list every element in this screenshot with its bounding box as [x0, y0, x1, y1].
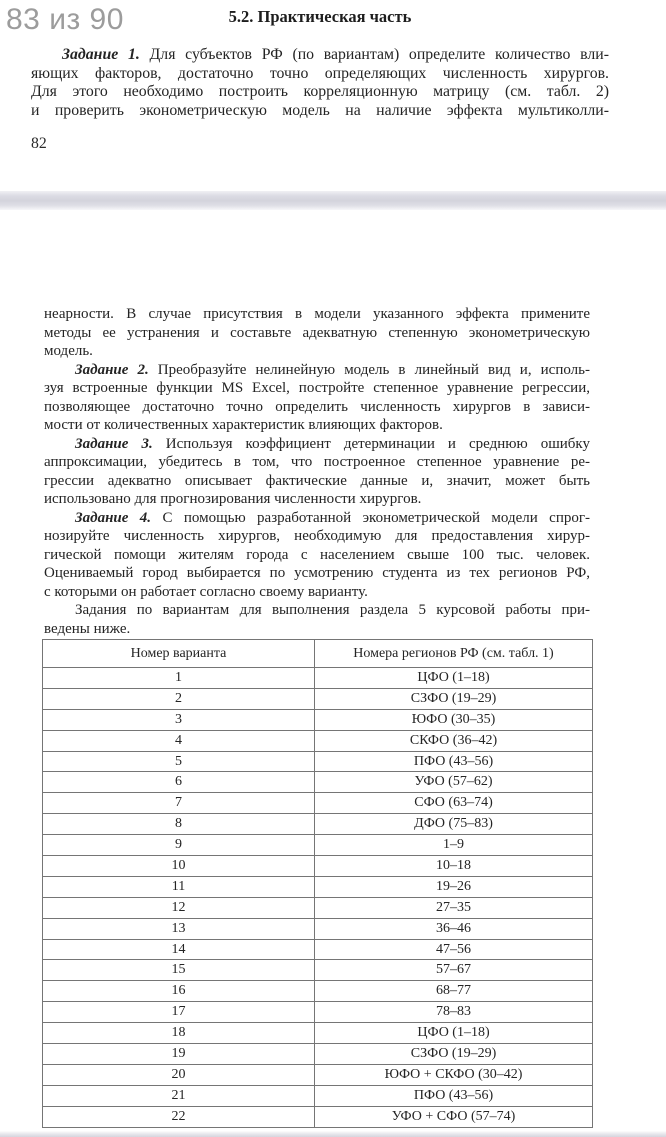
- paragraph: [44, 361, 590, 435]
- table-row: [43, 1064, 593, 1085]
- variant-number-cell: 13: [43, 918, 315, 939]
- region-range-cell: 57–67: [315, 960, 593, 981]
- table-row: [43, 772, 593, 793]
- region-range-cell: СЗФО (19–29): [315, 1044, 593, 1065]
- text-line: Оцениваемый город выбирается по усмотрению студента из тех регионов РФ,: [44, 565, 590, 581]
- variant-number-cell: 8: [43, 814, 315, 835]
- region-range-cell: СКФО (36–42): [315, 730, 593, 751]
- region-range-cell: ЦФО (1–18): [315, 668, 593, 689]
- text-line: Задания по вариантам для выполнения раздела 5 курсовой работы при-: [75, 602, 590, 618]
- variants-table-head: [43, 640, 593, 668]
- text-line: гической помощи жителям города с населением свыше 100 тыс. человек.: [44, 546, 590, 563]
- table-row: [43, 856, 593, 877]
- variant-number-cell: 6: [43, 772, 315, 793]
- text-line: нозируйте численность хирургов, необходимую для предоставления хирур-: [44, 528, 590, 544]
- variant-number-cell: 1: [43, 668, 315, 689]
- section-heading: 5.2. Практическая часть: [228, 7, 412, 26]
- text-line: Для этого необходимо построить корреляционную матрицу (см. табл. 2): [31, 83, 609, 101]
- text-line: Задание 4. С помощью разработанной эконометрической модели спрог-: [75, 509, 590, 526]
- page82-text: [31, 46, 609, 120]
- table-row: [43, 939, 593, 960]
- variant-number-cell: 2: [43, 688, 315, 709]
- variant-number-cell: 22: [43, 1106, 315, 1127]
- text-line: неарности. В случае присутствия в модели указанного эффекта примените: [44, 306, 590, 322]
- text-line: позволяющее достаточно точно определить численность хирургов в зависи-: [44, 398, 590, 415]
- text-line: Задание 1. Для субъектов РФ (по вариантам) определите количество вли-: [62, 46, 609, 63]
- region-range-cell: 36–46: [315, 918, 593, 939]
- page-83: [0, 210, 666, 1137]
- col-header-regions: Номера регионов РФ (см. табл. 1): [315, 640, 593, 668]
- region-range-cell: ЮФО + СКФО (30–42): [315, 1064, 593, 1085]
- variant-number-cell: 15: [43, 960, 315, 981]
- table-row: [43, 876, 593, 897]
- table-row: [43, 751, 593, 772]
- text-line: зуя встроенные функции MS Excel, постройте степенное уравнение регрессии,: [44, 380, 590, 396]
- table-row: [43, 730, 593, 751]
- region-range-cell: 78–83: [315, 1002, 593, 1023]
- variants-table-body: [43, 668, 593, 1128]
- table-header-row: [43, 640, 593, 668]
- text-line: методы ее устранения и составьте адекватную степенную эконометрическую: [44, 324, 590, 341]
- table-row: [43, 1023, 593, 1044]
- table-row: [43, 1002, 593, 1023]
- table-row: [43, 918, 593, 939]
- paragraph: [31, 46, 609, 120]
- text-line: аппроксимации, убедитесь в том, что построенное степенное уравнение ре-: [44, 454, 590, 470]
- region-range-cell: УФО (57–62): [315, 772, 593, 793]
- text-line: яющих факторов, достаточно точно определяющих численность хирургов.: [31, 64, 609, 82]
- task-label: Задание 2.: [75, 361, 149, 378]
- variant-number-cell: 16: [43, 981, 315, 1002]
- region-range-cell: ПФО (43–56): [315, 1085, 593, 1106]
- region-range-cell: 19–26: [315, 876, 593, 897]
- region-range-cell: 10–18: [315, 856, 593, 877]
- page-gap: [0, 191, 666, 210]
- text-line: и проверить эконометрическую модель на наличие эффекта мультиколли-: [31, 101, 609, 119]
- text-line: с которыми он работает согласно своему варианту.: [44, 583, 368, 600]
- variant-number-cell: 20: [43, 1064, 315, 1085]
- text-line: грессии адекватно описывает фактические данные и, значит, может быть: [44, 472, 590, 489]
- table-row: [43, 1106, 593, 1127]
- text-line: Задание 3. Используя коэффициент детерминации и среднюю ошибку: [75, 435, 591, 452]
- table-row: [43, 688, 593, 709]
- table-row: [43, 981, 593, 1002]
- region-range-cell: СФО (63–74): [315, 793, 593, 814]
- region-range-cell: СЗФО (19–29): [315, 688, 593, 709]
- table-row: [43, 960, 593, 981]
- variant-number-cell: 17: [43, 1002, 315, 1023]
- text-line: модель.: [44, 343, 93, 359]
- region-range-cell: 1–9: [315, 835, 593, 856]
- table-row: [43, 1044, 593, 1065]
- variant-number-cell: 4: [43, 730, 315, 751]
- table-row: [43, 709, 593, 730]
- text-line: использовано для прогнозирования численности хирургов.: [44, 491, 422, 507]
- page-counter-overlay: 83 из 90: [6, 3, 124, 36]
- col-header-variant: Номер варианта: [43, 640, 315, 668]
- table-row: [43, 793, 593, 814]
- region-range-cell: УФО + СФО (57–74): [315, 1106, 593, 1127]
- variants-table: [42, 639, 593, 1128]
- task-label: Задание 4.: [75, 509, 152, 526]
- text-line: ведены ниже.: [44, 620, 131, 637]
- region-range-cell: ПФО (43–56): [315, 751, 593, 772]
- paragraph: [44, 601, 590, 638]
- variant-number-cell: 7: [43, 793, 315, 814]
- paragraph: [44, 509, 590, 602]
- task-label: Задание 3.: [75, 435, 153, 452]
- table-row: [43, 668, 593, 689]
- region-range-cell: 27–35: [315, 897, 593, 918]
- variant-number-cell: 19: [43, 1044, 315, 1065]
- paragraph: [44, 305, 590, 361]
- region-range-cell: 47–56: [315, 939, 593, 960]
- variant-number-cell: 12: [43, 897, 315, 918]
- variant-number-cell: 9: [43, 835, 315, 856]
- table-row: [43, 835, 593, 856]
- region-range-cell: 68–77: [315, 981, 593, 1002]
- variant-number-cell: 21: [43, 1085, 315, 1106]
- variant-number-cell: 3: [43, 709, 315, 730]
- variant-number-cell: 14: [43, 939, 315, 960]
- page-number-82: 82: [31, 135, 47, 152]
- text-line: мости от количественных характеристик влияющих факторов.: [44, 417, 443, 433]
- region-range-cell: ДФО (75–83): [315, 814, 593, 835]
- region-range-cell: ЮФО (30–35): [315, 709, 593, 730]
- page83-text: [44, 305, 590, 638]
- text-line: Задание 2. Преобразуйте нелинейную модель в линейный вид и, исполь-: [75, 361, 590, 378]
- variant-number-cell: 18: [43, 1023, 315, 1044]
- task-label: Задание 1.: [62, 46, 140, 63]
- paragraph: [44, 435, 590, 509]
- variant-number-cell: 5: [43, 751, 315, 772]
- next-page-gap-edge: [0, 1131, 666, 1137]
- table-row: [43, 1085, 593, 1106]
- table-row: [43, 897, 593, 918]
- table-row: [43, 814, 593, 835]
- variant-number-cell: 11: [43, 876, 315, 897]
- variant-number-cell: 10: [43, 856, 315, 877]
- region-range-cell: ЦФО (1–18): [315, 1023, 593, 1044]
